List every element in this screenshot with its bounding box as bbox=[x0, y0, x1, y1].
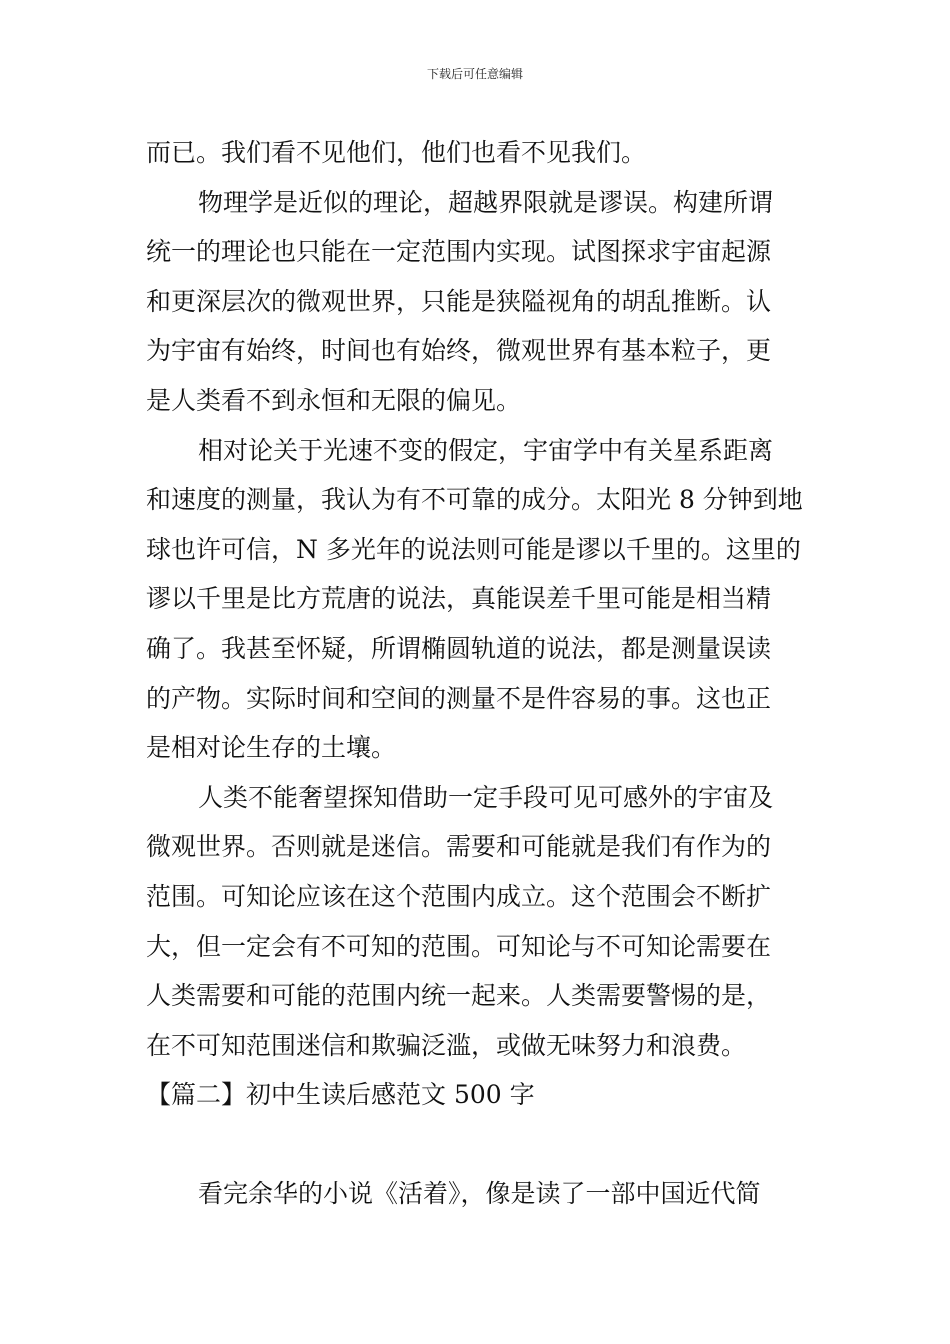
section-heading: 【篇二】初中生读后感范文 500 字 bbox=[146, 1080, 535, 1110]
paragraph-line: 统一的理论也只能在一定范围内实现。试图探求宇宙起源 bbox=[146, 237, 772, 267]
paragraph-line: 球也许可信，N 多光年的说法则可能是谬以千里的。这里的 bbox=[146, 534, 801, 564]
paragraph-line: 人类需要和可能的范围内统一起来。人类需要警惕的是， bbox=[146, 981, 772, 1011]
paragraph-line: 是人类看不到永恒和无限的偏见。 bbox=[146, 385, 522, 415]
paragraph-line: 确了。我甚至怀疑，所谓椭圆轨道的说法，都是测量误读 bbox=[146, 633, 772, 663]
blank-line bbox=[146, 1120, 808, 1170]
paragraph-line: 在不可知范围迷信和欺骗泛滥，或做无味努力和浪费。 bbox=[146, 1030, 747, 1060]
paragraph-line: 范围。可知论应该在这个范围内成立。这个范围会不断扩 bbox=[146, 881, 772, 911]
paragraph-line: 为宇宙有始终，时间也有始终，微观世界有基本粒子，更 bbox=[146, 336, 772, 366]
paragraph-line: 谬以千里是比方荒唐的说法，真能误差千里可能是相当精 bbox=[146, 584, 772, 614]
paragraph-line: 和更深层次的微观世界，只能是狭隘视角的胡乱推断。认 bbox=[146, 286, 772, 316]
paragraph-line: 是相对论生存的土壤。 bbox=[146, 733, 397, 763]
document-body bbox=[146, 128, 808, 1219]
paragraph-line: 而已。我们看不见他们，他们也看不见我们。 bbox=[146, 138, 647, 167]
paragraph-line: 微观世界。否则就是迷信。需要和可能就是我们有作为的 bbox=[146, 832, 772, 862]
paragraph-line: 看完余华的小说《活着》，像是读了一部中国近代简 bbox=[198, 1179, 761, 1209]
paragraph-line: 相对论关于光速不变的假定，宇宙学中有关星系距离 bbox=[198, 435, 774, 465]
paragraph-line: 的产物。实际时间和空间的测量不是件容易的事。这也正 bbox=[146, 683, 772, 713]
paragraph-line: 人类不能奢望探知借助一定手段可见可感外的宇宙及 bbox=[198, 782, 774, 812]
page-header: 下载后可任意编辑 bbox=[426, 67, 523, 81]
paragraph-line: 物理学是近似的理论，超越界限就是谬误。构建所谓 bbox=[198, 187, 774, 217]
paragraph-line: 和速度的测量，我认为有不可靠的成分。太阳光 8 分钟到地 bbox=[146, 485, 803, 515]
paragraph-line: 大，但一定会有不可知的范围。可知论与不可知论需要在 bbox=[146, 931, 772, 961]
